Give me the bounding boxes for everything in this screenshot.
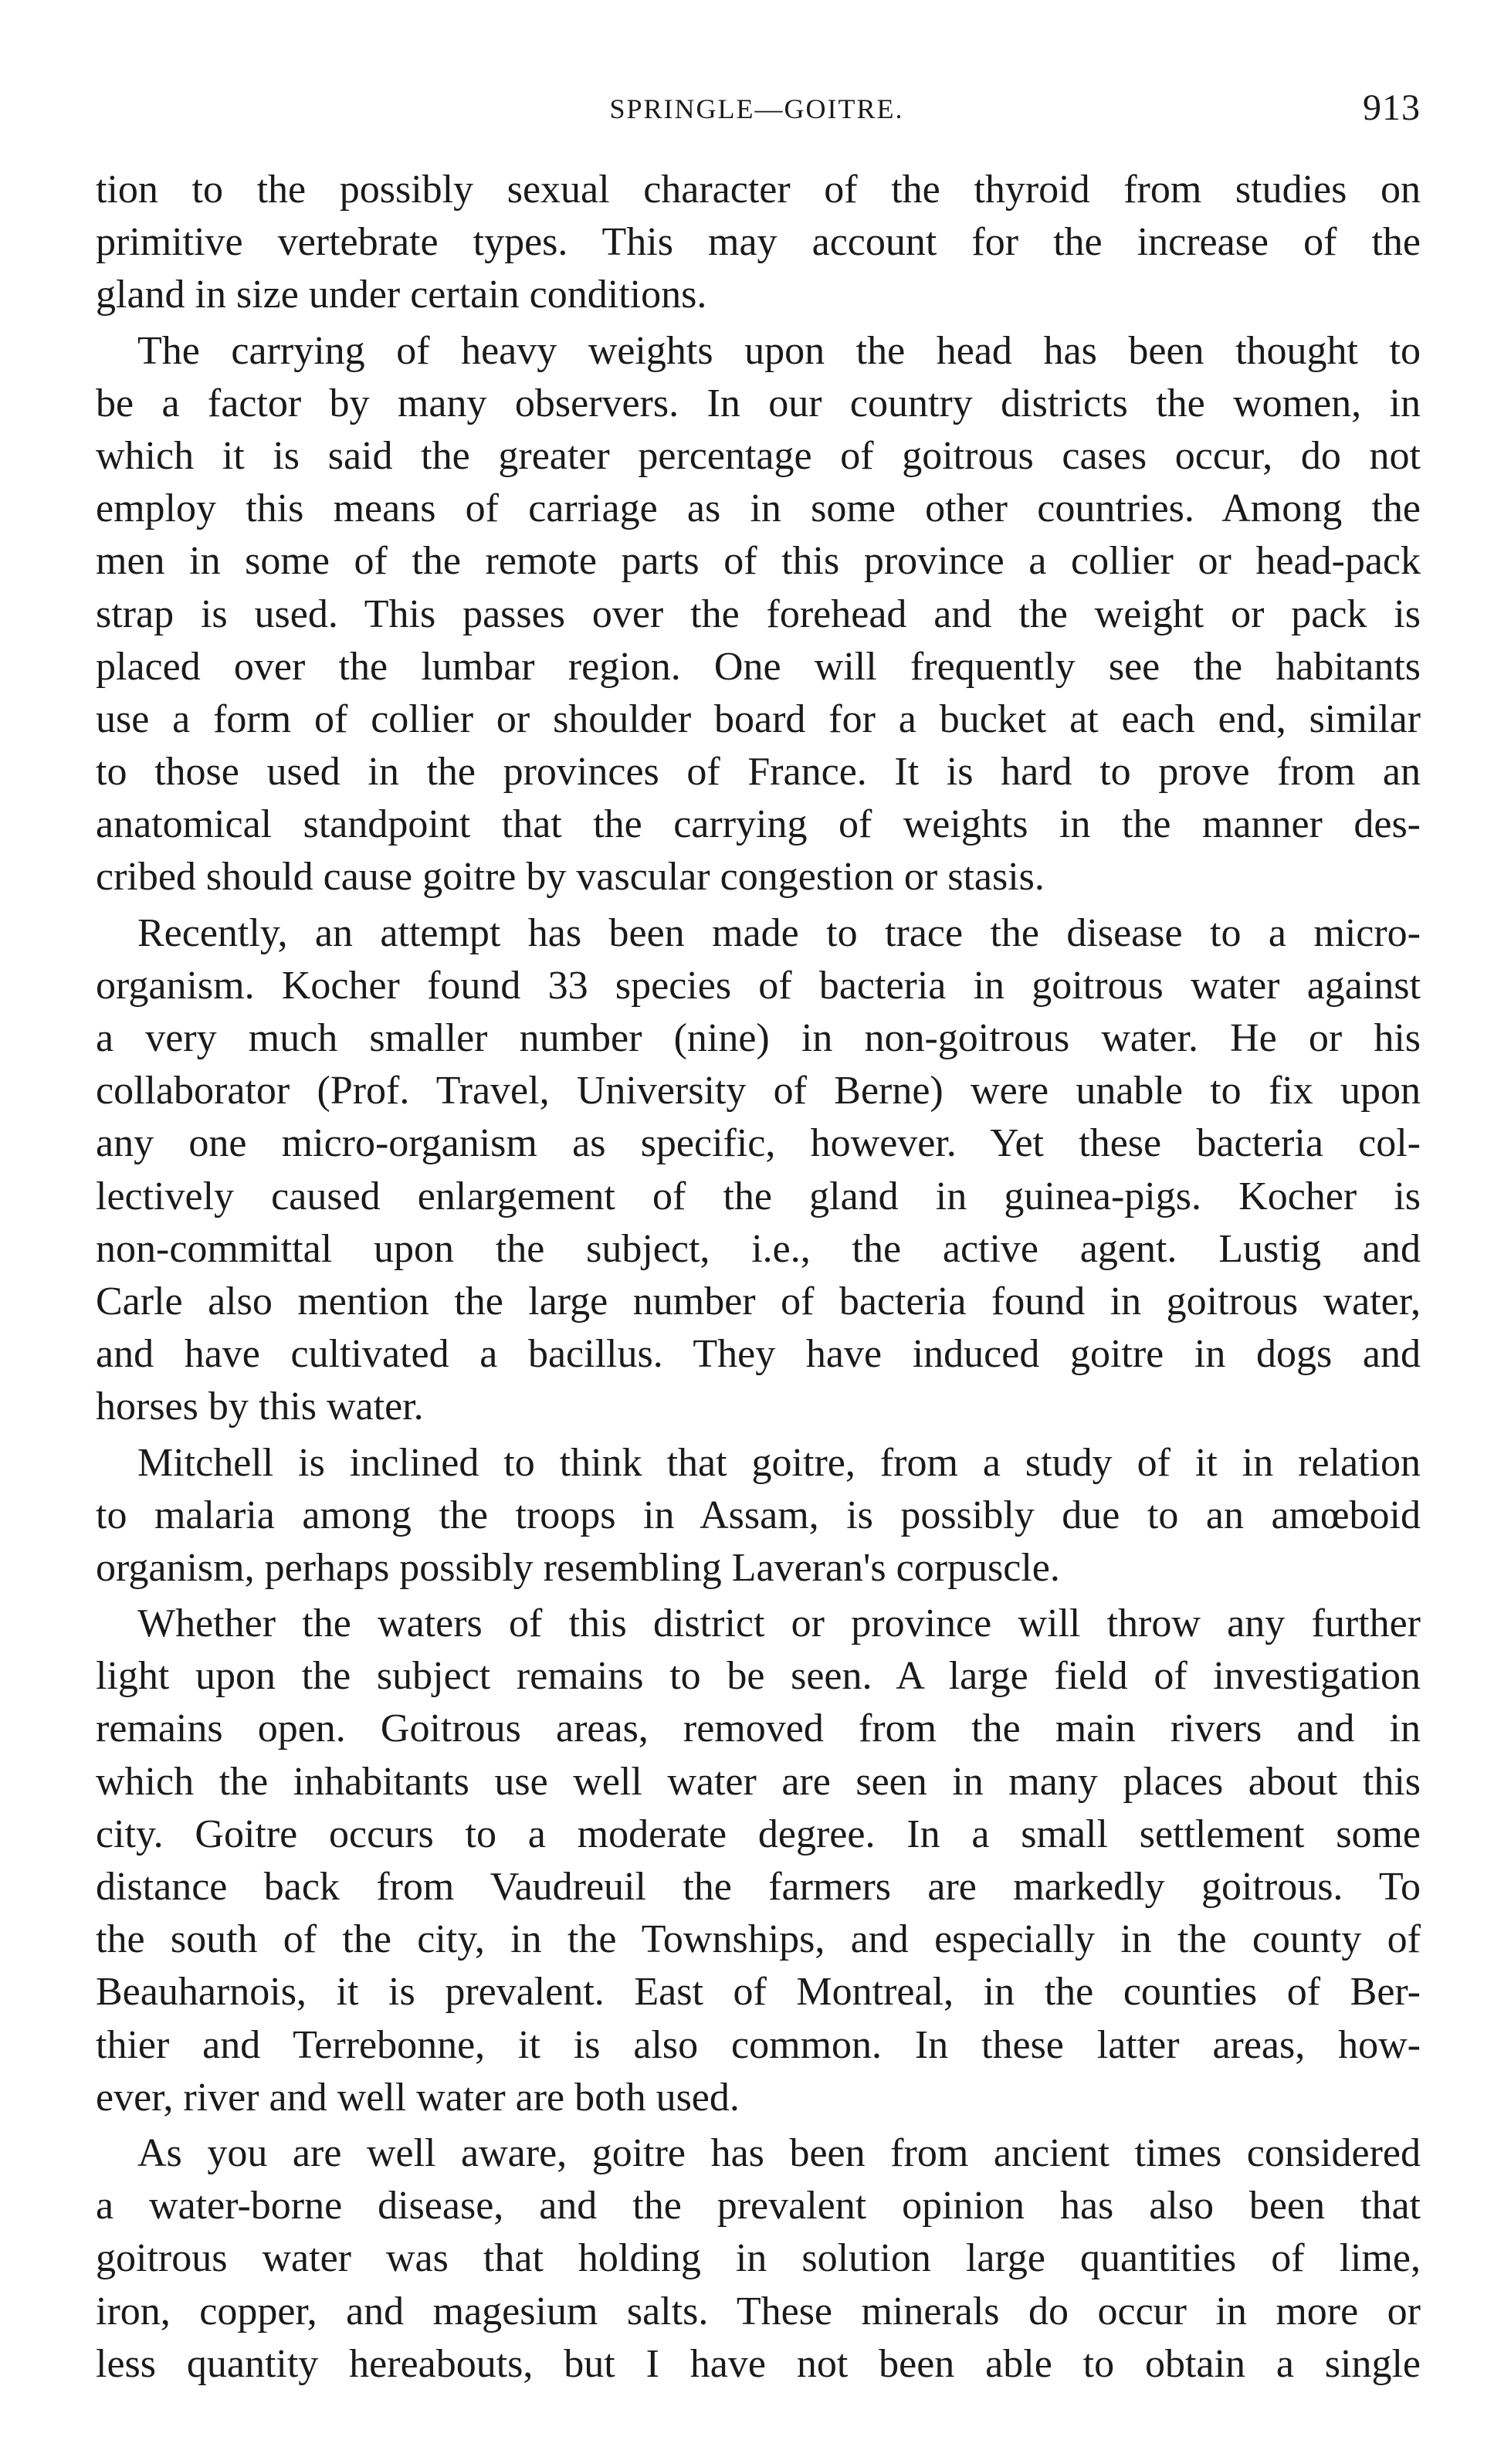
text-line: and have cultivated a bacillus. They have induced goitre in dogs and [96, 1332, 1421, 1377]
text-line: be a factor by many observers. In our country districts the women, in [96, 381, 1421, 425]
text-line: collaborator (Prof. Travel, University of Berne) were unable to fix upon [96, 1069, 1421, 1113]
page-number: 913 [1363, 87, 1421, 128]
text-line: Carle also mention the large number of bacteria found in goitrous water, [96, 1279, 1421, 1324]
running-title: SPRINGLE—GOITRE. [609, 93, 904, 124]
text-line: a very much smaller number (nine) in non-goitrous water. He or his [96, 1016, 1421, 1060]
paragraph-2 [96, 325, 1421, 904]
text-line: organism, perhaps possibly resembling Laveran's corpuscle. [96, 1545, 1060, 1590]
text-line: which the inhabitants use well water are seen in many places about this [96, 1759, 1421, 1804]
text-line: anatomical standpoint that the carrying of weights in the manner des- [96, 802, 1421, 847]
text-line: employ this means of carriage as in some other countries. Among the [96, 486, 1421, 531]
text-line: horses by this water. [96, 1385, 424, 1429]
text-line: Whether the waters of this district or province will throw any further [137, 1601, 1421, 1646]
text-line: strap is used. This passes over the forehead and the weight or pack is [96, 591, 1421, 636]
text-line: non-committal upon the subject, i.e., the active agent. Lustig and [96, 1226, 1421, 1271]
paragraph-5 [96, 1598, 1421, 2124]
text-line: distance back from Vaudreuil the farmers are markedly goitrous. To [96, 1865, 1421, 1909]
text-line: Mitchell is inclined to think that goitre, from a study of it in relation [137, 1440, 1421, 1485]
paragraph-4 [96, 1437, 1421, 1595]
text-line: to those used in the provinces of France. It is hard to prove from an [96, 750, 1421, 795]
text-line: Beauharnois, it is prevalent. East of Montreal, in the counties of Ber- [96, 1970, 1421, 2015]
text-line: goitrous water was that holding in solution large quantities of lime, [96, 2236, 1421, 2281]
paragraph-6 [96, 2127, 1421, 2391]
text-line: a water-borne disease, and the prevalent opinion has also been that [96, 2184, 1421, 2228]
text-line: iron, copper, and magesium salts. These minerals do occur in more or [96, 2289, 1421, 2334]
text-line: which it is said the greater percentage of goitrous cases occur, do not [96, 433, 1421, 478]
text-line: less quantity hereabouts, but I have not been able to obtain a single [96, 2341, 1421, 2386]
running-head [93, 86, 1421, 133]
text-line: thier and Terrebonne, it is also common. In these latter areas, how- [96, 2022, 1421, 2067]
text-line: Recently, an attempt has been made to trace the disease to a micro- [137, 910, 1421, 955]
text-line: cribed should cause goitre by vascular congestion or stasis. [96, 855, 1045, 900]
text-line: The carrying of heavy weights upon the head has been thought to [137, 328, 1421, 373]
text-line: men in some of the remote parts of this province a collier or head-pack [96, 539, 1421, 584]
text-line: As you are well aware, goitre has been from ancient times considered [137, 2130, 1421, 2175]
text-line: lectively caused enlargement of the gland in guinea-pigs. Kocher is [96, 1174, 1421, 1218]
text-line: organism. Kocher found 33 species of bacteria in goitrous water against [96, 963, 1421, 1008]
text-line: tion to the possibly sexual character of the thyroid from studies on [96, 168, 1421, 212]
body-text [96, 164, 1421, 2391]
text-line: ever, river and well water are both used. [96, 2075, 740, 2120]
text-line: placed over the lumbar region. One will frequently see the habitants [96, 644, 1421, 689]
text-line: light upon the subject remains to be seen. A large field of investigation [96, 1654, 1421, 1699]
text-line: city. Goitre occurs to a moderate degree. In a small settlement some [96, 1812, 1421, 1856]
text-line: use a form of collier or shoulder board for a bucket at each end, similar [96, 696, 1421, 741]
paragraph-1 [96, 164, 1421, 322]
text-line: any one micro-organism as specific, however. Yet these bacteria col- [96, 1121, 1421, 1166]
text-line: primitive vertebrate types. This may account for the increase of the [96, 220, 1421, 265]
text-line: to malaria among the troops in Assam, is possibly due to an amœboid [96, 1493, 1421, 1537]
paragraph-3 [96, 907, 1421, 1434]
text-line: remains open. Goitrous areas, removed from the main rivers and in [96, 1706, 1421, 1751]
text-line: gland in size under certain conditions. [96, 273, 707, 317]
text-line: the south of the city, in the Townships, and especially in the county of [96, 1917, 1421, 1962]
